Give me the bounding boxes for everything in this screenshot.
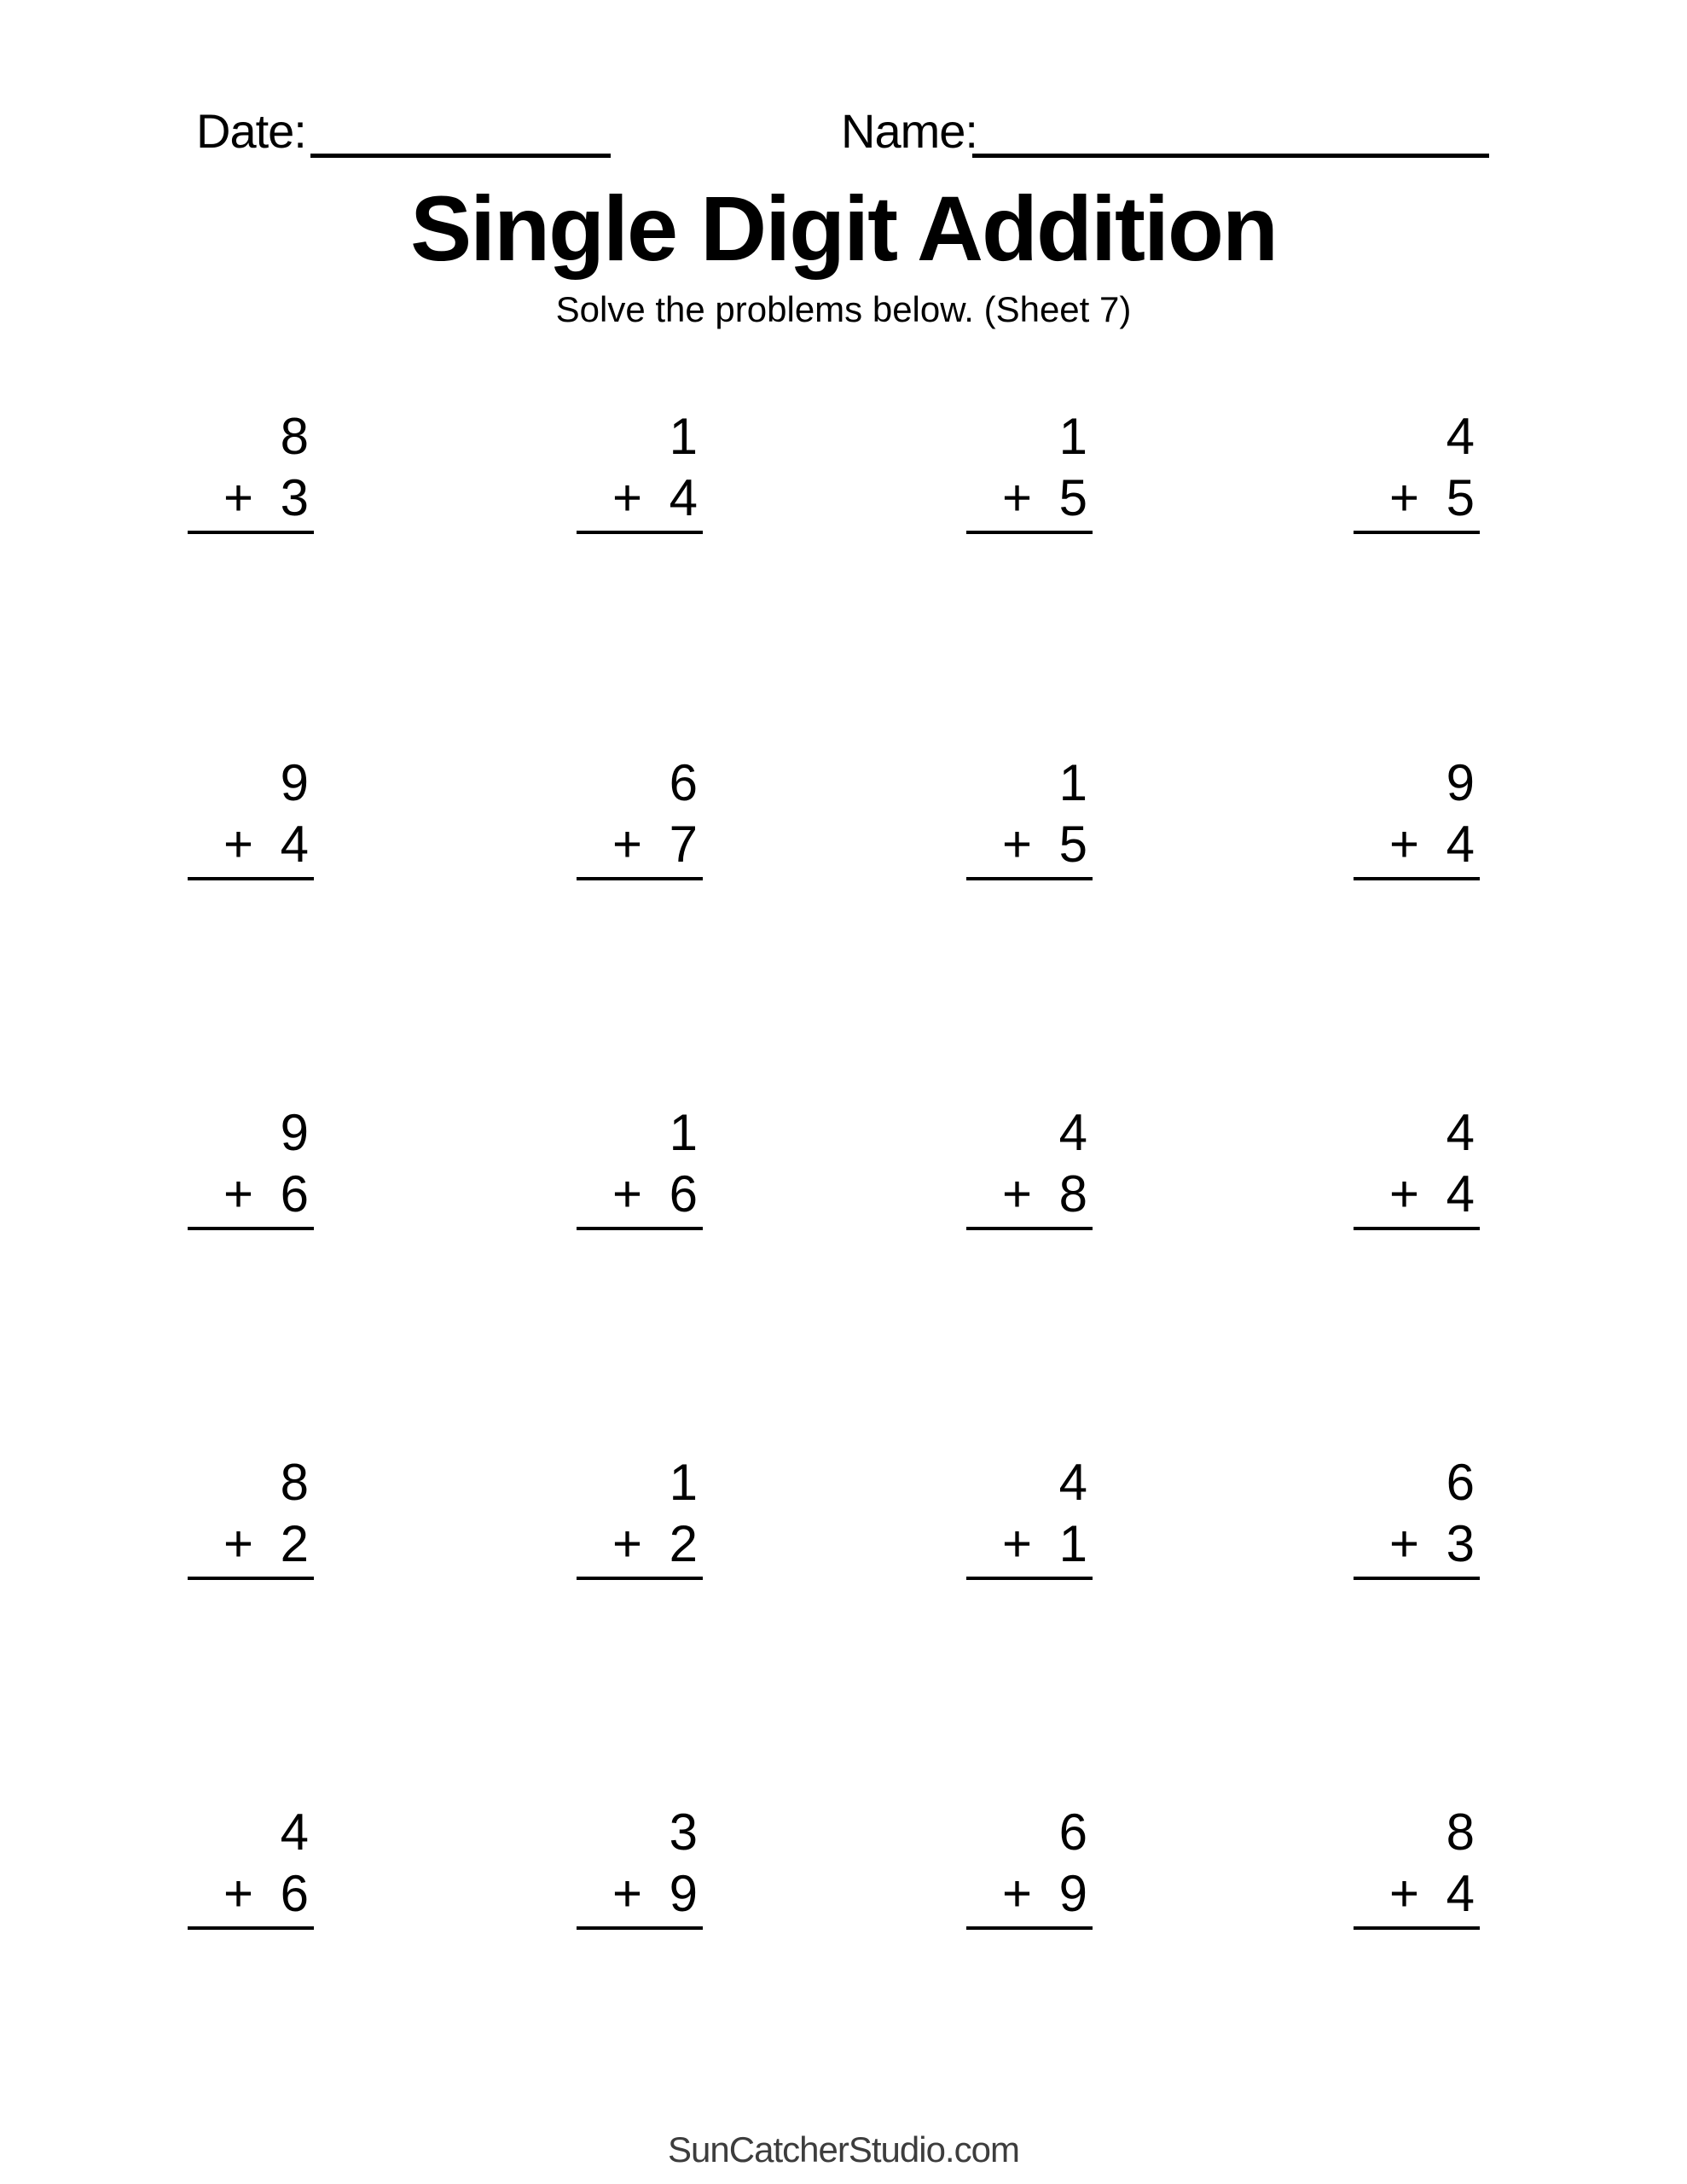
answer-line — [1354, 1926, 1480, 1930]
plus-operator: + — [612, 1865, 643, 1922]
addend-bottom: 9 — [669, 1865, 698, 1922]
addition-problem-r5c3 — [966, 1802, 1093, 1930]
answer-line — [188, 877, 314, 880]
date-blank-line — [310, 154, 611, 158]
plus-operator: + — [612, 469, 643, 526]
addend-top: 3 — [669, 1804, 698, 1861]
answer-line — [188, 1577, 314, 1580]
addend-bottom: 1 — [1058, 1515, 1087, 1572]
addition-problem-r1c2 — [577, 406, 703, 534]
plus-operator: + — [223, 1165, 254, 1223]
addend-bottom: 4 — [1446, 1165, 1475, 1223]
addend-top: 9 — [280, 754, 309, 811]
answer-line — [966, 1577, 1093, 1580]
plus-operator: + — [1002, 1165, 1033, 1223]
addend-top: 4 — [1058, 1454, 1087, 1511]
addition-problem-r4c4 — [1354, 1452, 1480, 1580]
addend-top: 1 — [669, 1104, 698, 1161]
answer-line — [577, 877, 703, 880]
answer-line — [577, 1227, 703, 1230]
addend-bottom: 6 — [280, 1865, 309, 1922]
addend-bottom: 4 — [669, 469, 698, 526]
addition-problem-r2c1 — [188, 752, 314, 880]
plus-operator: + — [612, 816, 643, 873]
addend-top: 4 — [1058, 1104, 1087, 1161]
addend-top: 8 — [1446, 1804, 1475, 1861]
answer-line — [188, 531, 314, 534]
plus-operator: + — [1389, 816, 1420, 873]
answer-line — [577, 1577, 703, 1580]
answer-line — [1354, 531, 1480, 534]
plus-operator: + — [223, 1515, 254, 1572]
plus-operator: + — [1389, 469, 1420, 526]
addend-bottom: 9 — [1058, 1865, 1087, 1922]
addend-bottom: 2 — [280, 1515, 309, 1572]
addend-bottom: 4 — [1446, 816, 1475, 873]
name-label: Name: — [841, 104, 977, 158]
answer-line — [577, 531, 703, 534]
addend-bottom: 4 — [1446, 1865, 1475, 1922]
plus-operator: + — [1389, 1515, 1420, 1572]
plus-operator: + — [223, 1865, 254, 1922]
plus-operator: + — [1002, 1515, 1033, 1572]
plus-operator: + — [1002, 816, 1033, 873]
addition-problem-r4c3 — [966, 1452, 1093, 1580]
answer-line — [188, 1926, 314, 1930]
addend-top: 9 — [1446, 754, 1475, 811]
addend-top: 1 — [669, 408, 698, 465]
addend-bottom: 3 — [280, 469, 309, 526]
addend-top: 6 — [1058, 1804, 1087, 1861]
addend-top: 4 — [280, 1804, 309, 1861]
addition-problem-r5c4 — [1354, 1802, 1480, 1930]
addend-top: 1 — [1058, 408, 1087, 465]
addend-bottom: 7 — [669, 816, 698, 873]
answer-line — [966, 1227, 1093, 1230]
addend-top: 6 — [669, 754, 698, 811]
answer-line — [1354, 1227, 1480, 1230]
answer-line — [1354, 1577, 1480, 1580]
name-blank-line — [972, 154, 1489, 158]
addend-bottom: 8 — [1058, 1165, 1087, 1223]
addend-top: 4 — [1446, 408, 1475, 465]
plus-operator: + — [1389, 1165, 1420, 1223]
footer-site-credit: SunCatcherStudio.com — [668, 2129, 1019, 2169]
addition-problem-r1c4 — [1354, 406, 1480, 534]
addition-problem-r1c3 — [966, 406, 1093, 534]
page-title: Single Digit Addition — [410, 177, 1277, 280]
addition-problem-r3c4 — [1354, 1102, 1480, 1230]
addend-top: 6 — [1446, 1454, 1475, 1511]
addend-top: 1 — [1058, 754, 1087, 811]
plus-operator: + — [1002, 1865, 1033, 1922]
addition-problem-r5c2 — [577, 1802, 703, 1930]
addition-problem-r2c4 — [1354, 752, 1480, 880]
plus-operator: + — [1002, 469, 1033, 526]
addition-problem-r2c2 — [577, 752, 703, 880]
addend-bottom: 5 — [1446, 469, 1475, 526]
answer-line — [966, 877, 1093, 880]
answer-line — [966, 1926, 1093, 1930]
addition-problem-r3c3 — [966, 1102, 1093, 1230]
answer-line — [966, 531, 1093, 534]
answer-line — [577, 1926, 703, 1930]
answer-line — [188, 1227, 314, 1230]
addend-top: 8 — [280, 408, 309, 465]
addend-bottom: 5 — [1058, 816, 1087, 873]
addend-bottom: 3 — [1446, 1515, 1475, 1572]
plus-operator: + — [223, 469, 254, 526]
plus-operator: + — [223, 816, 254, 873]
plus-operator: + — [612, 1165, 643, 1223]
addend-bottom: 2 — [669, 1515, 698, 1572]
date-label: Date: — [196, 104, 306, 158]
addend-bottom: 5 — [1058, 469, 1087, 526]
page-subtitle: Solve the problems below. (Sheet 7) — [555, 289, 1132, 329]
addition-problem-r3c1 — [188, 1102, 314, 1230]
plus-operator: + — [612, 1515, 643, 1572]
addend-bottom: 6 — [280, 1165, 309, 1223]
addition-problem-r2c3 — [966, 752, 1093, 880]
addition-problem-r1c1 — [188, 406, 314, 534]
addend-top: 1 — [669, 1454, 698, 1511]
addition-problem-r3c2 — [577, 1102, 703, 1230]
answer-line — [1354, 877, 1480, 880]
addend-top: 8 — [280, 1454, 309, 1511]
addition-problem-r5c1 — [188, 1802, 314, 1930]
addition-problem-r4c1 — [188, 1452, 314, 1580]
addend-bottom: 4 — [280, 816, 309, 873]
addition-problem-r4c2 — [577, 1452, 703, 1580]
plus-operator: + — [1389, 1865, 1420, 1922]
addend-top: 9 — [280, 1104, 309, 1161]
addend-bottom: 6 — [669, 1165, 698, 1223]
addend-top: 4 — [1446, 1104, 1475, 1161]
